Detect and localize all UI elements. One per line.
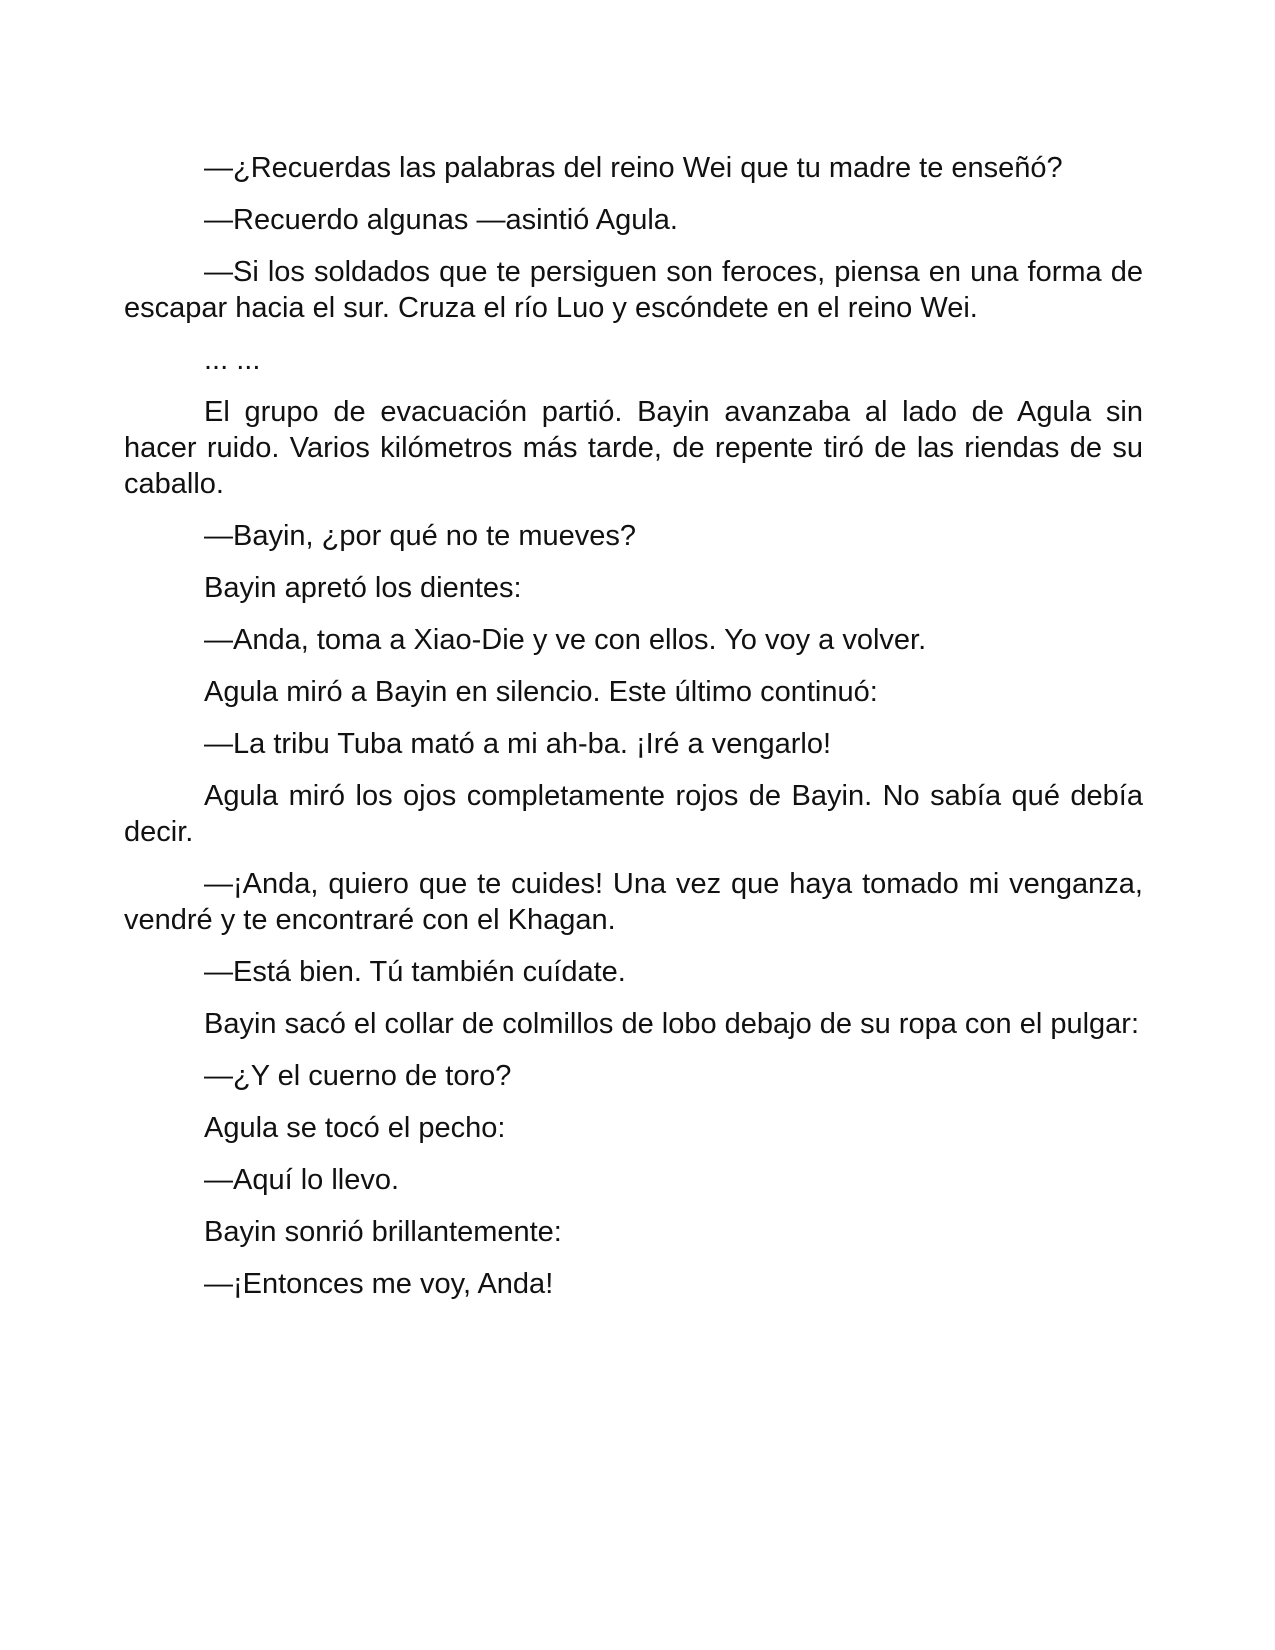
- paragraph: —¡Entonces me voy, Anda!: [204, 1268, 554, 1300]
- paragraph: —La tribu Tuba mató a mi ah-ba. ¡Iré a vengarlo!: [204, 728, 832, 760]
- paragraph: —¡Anda, quiero que te cuides! Una vez que haya tomado mi venganza, vendré y te encontraré con el Khagan.: [124, 868, 1143, 936]
- paragraph: Agula miró a Bayin en silencio. Este último continuó:: [204, 676, 878, 708]
- paragraph: Agula miró los ojos completamente rojos de Bayin. No sabía qué debía decir.: [124, 780, 1143, 848]
- paragraph: —Si los soldados que te persiguen son feroces, piensa en una forma de escapar hacia el sur. Cruza el río Luo y escóndete en el reino Wei.: [124, 256, 1143, 324]
- paragraph: Bayin sonrió brillantemente:: [204, 1216, 562, 1248]
- paragraph: Agula se tocó el pecho:: [204, 1112, 506, 1144]
- paragraph: Bayin sacó el collar de colmillos de lobo debajo de su ropa con el pulgar:: [204, 1008, 1140, 1040]
- paragraph: —Recuerdo algunas —asintió Agula.: [204, 204, 678, 236]
- paragraph: —¿Y el cuerno de toro?: [204, 1060, 512, 1092]
- paragraph: —¿Recuerdas las palabras del reino Wei que tu madre te enseñó?: [204, 152, 1063, 184]
- paragraph: ... ...: [204, 344, 261, 376]
- paragraph: —Bayin, ¿por qué no te mueves?: [204, 520, 637, 552]
- document-page: [124, 150, 1143, 1318]
- paragraph: El grupo de evacuación partió. Bayin avanzaba al lado de Agula sin hacer ruido. Varios kilómetros más tarde, de repente tiró de las riendas de su caballo.: [124, 396, 1143, 500]
- paragraph: Bayin apretó los dientes:: [204, 572, 522, 604]
- paragraph: —Está bien. Tú también cuídate.: [204, 956, 626, 988]
- paragraph: —Anda, toma a Xiao-Die y ve con ellos. Yo voy a volver.: [204, 624, 927, 656]
- paragraph: —Aquí lo llevo.: [204, 1164, 400, 1196]
